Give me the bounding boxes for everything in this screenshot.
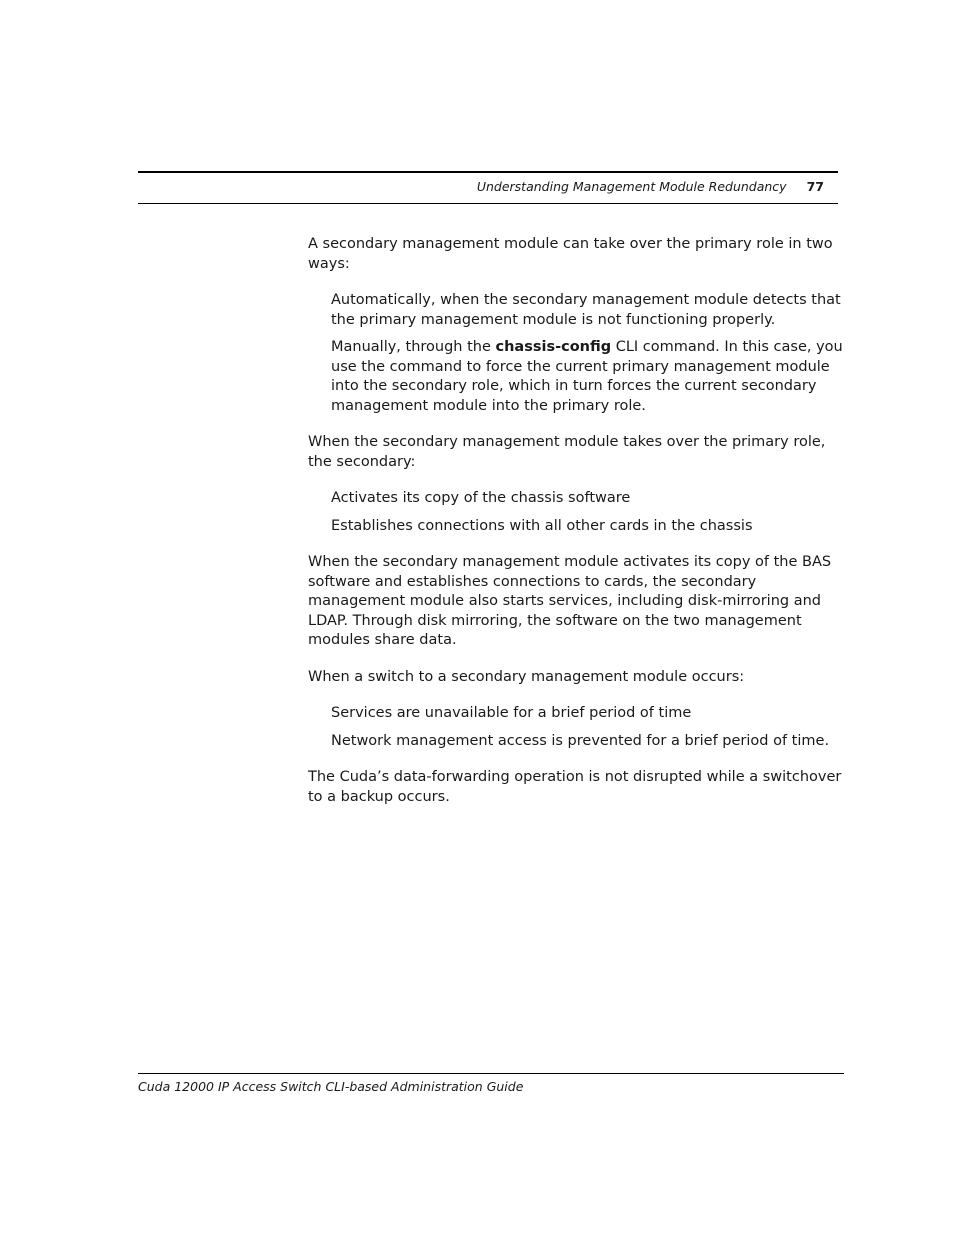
list-item: Automatically, when the secondary management module detects that the primary management module is not functioning properly. [331, 292, 841, 328]
services-paragraph: When the secondary management module activates its copy of the BAS software and establishes connections to cards, the secondary management module also starts services, including disk-mirroring and LDAP. Through disk mirroring, the software on the two management modules share data. [308, 554, 832, 648]
closing-paragraph: The Cuda’s data-forwarding operation is not disrupted while a switchover to a backup occurs. [308, 769, 842, 805]
page-number: 77 [806, 179, 824, 194]
command-name: chassis-config [495, 339, 612, 355]
footer-rule [138, 1073, 844, 1074]
list-item-text-after: CLI command. In this case, you use the command to force the current primary management module into the secondary role, which in turn forces the current secondary management module into the primary role. [331, 339, 843, 414]
list-item: Network management access is prevented for a brief period of time. [331, 732, 830, 749]
secondary-intro-paragraph: When the secondary management module takes over the primary role, the secondary: [308, 434, 826, 470]
body-text [308, 235, 843, 824]
running-head [138, 178, 824, 195]
switch-intro-paragraph: When a switch to a secondary management module occurs: [308, 668, 745, 685]
header-rule-top [138, 171, 838, 173]
header-rule-bottom [138, 203, 838, 204]
intro-paragraph: A secondary management module can take over the primary role in two ways: [308, 236, 833, 272]
running-head-title: Understanding Management Module Redundancy [476, 179, 787, 194]
list-item-text-before: Manually, through the [331, 339, 496, 355]
list-item: Activates its copy of the chassis software [331, 490, 631, 506]
list-item: Establishes connections with all other cards in the chassis [331, 517, 753, 534]
list-item [331, 338, 843, 416]
footer-title: Cuda 12000 IP Access Switch CLI-based Administration Guide [138, 1079, 524, 1094]
list-item: Services are unavailable for a brief period of time [331, 705, 692, 721]
